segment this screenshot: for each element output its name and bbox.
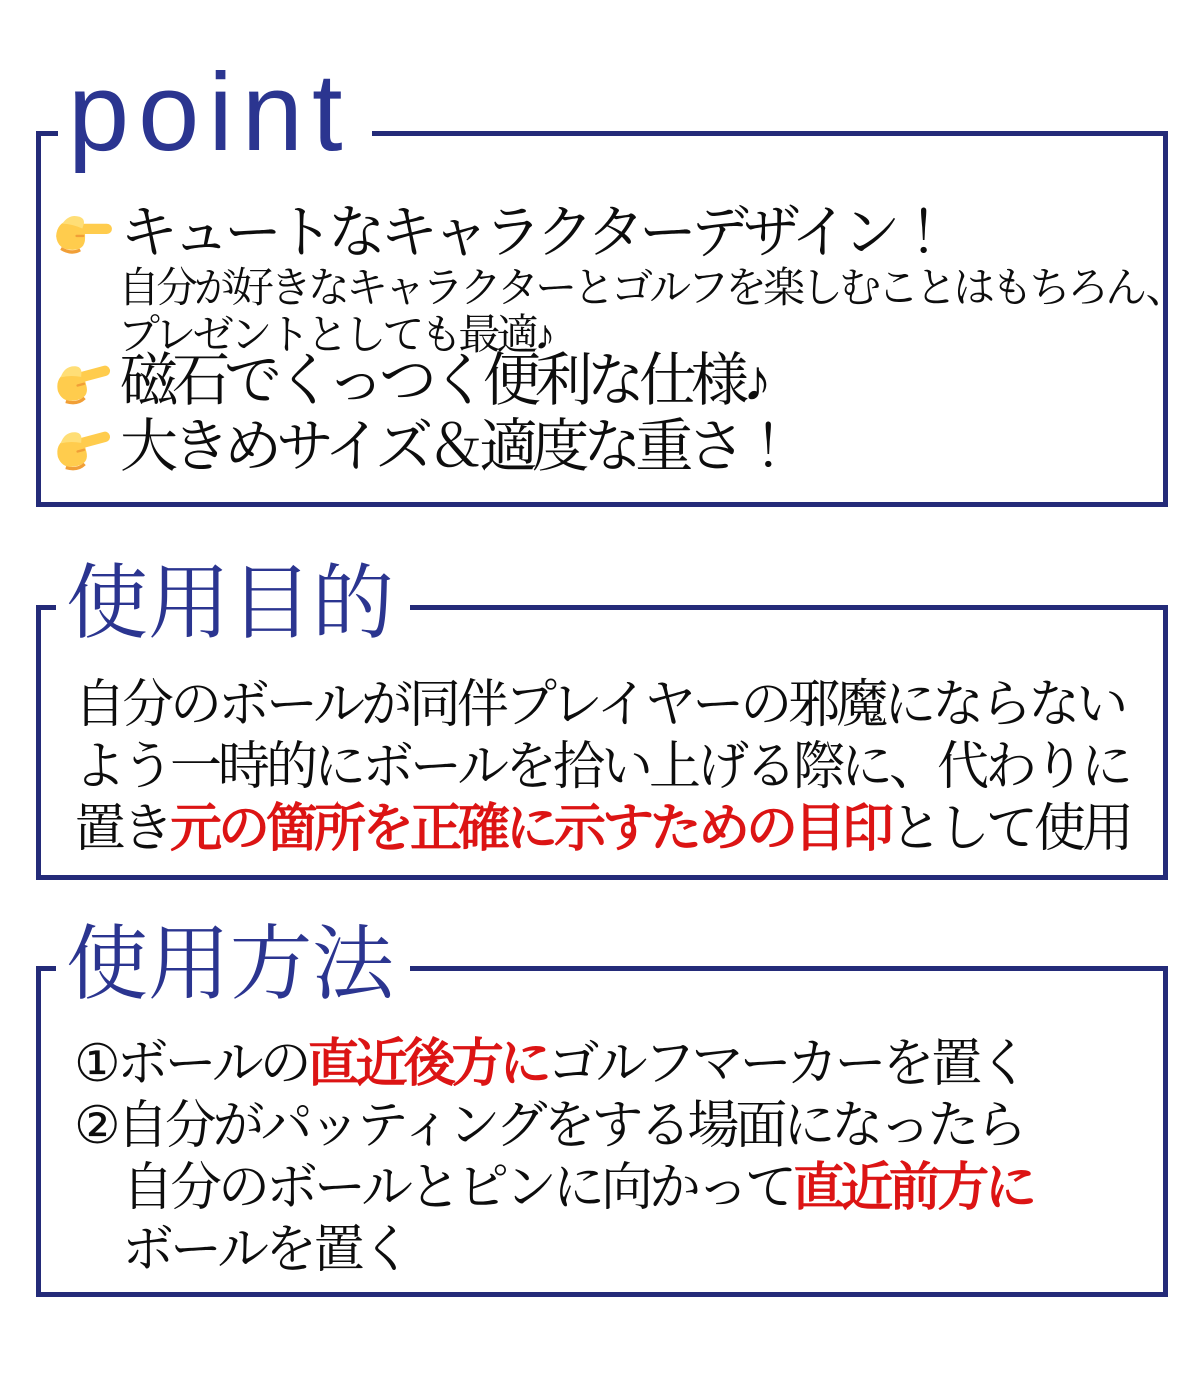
sub-line: 自分が好きなキャラクターとゴルフを楽しむことはもちろん、 <box>118 264 1184 311</box>
text-segment: よう一時的にボールを拾い上げる際に、代わりに <box>74 738 1129 796</box>
text-segment: ボールを置く <box>122 1221 409 1279</box>
highlight-red-text: 元の箇所を正確に示すための目印 <box>170 800 891 858</box>
usage-section <box>36 966 1168 1297</box>
pointing-finger-icon <box>46 414 119 480</box>
point-bullet-1 <box>52 200 947 267</box>
highlight-red-text: 直近前方に <box>792 1159 1033 1217</box>
text-segment: 自分のボールが同伴プレイヤーの邪魔にならない <box>74 676 1125 734</box>
usage-title: 使用方法 <box>56 919 410 1011</box>
text-segment: 自分のボールとピンに向かって <box>122 1159 793 1217</box>
highlight-red-text: 直近後方に <box>307 1035 548 1093</box>
text-line <box>74 798 1130 860</box>
point-bullet-3-label: 大きめサイズ＆適度な重さ！ <box>120 414 792 479</box>
point-section <box>36 131 1184 507</box>
point-bullet-2 <box>52 348 766 415</box>
text-line <box>74 1219 1033 1281</box>
text-line <box>74 1033 1033 1095</box>
text-segment: 置き <box>74 800 171 858</box>
text-line <box>74 1157 1033 1219</box>
pointing-finger-icon <box>52 207 114 259</box>
purpose-title: 使用目的 <box>56 558 410 650</box>
text-segment: として使用 <box>890 800 1131 858</box>
point-title: point <box>58 58 372 168</box>
text-line <box>74 674 1130 736</box>
purpose-body-text <box>74 674 1130 860</box>
point-bullet-2-label: 磁石でくっつく便利な仕様♪ <box>120 348 766 413</box>
usage-body-text <box>74 1033 1033 1281</box>
point-bullet-1-label: キュートなキャラクターデザイン！ <box>120 200 947 265</box>
text-segment: ゴルフマーカーを置く <box>547 1035 1027 1093</box>
sub-line: プレゼントとしても最適♪ <box>118 311 552 358</box>
point-bullet-3 <box>52 414 791 481</box>
point-bullet-1-sublines <box>118 264 1184 358</box>
text-segment: ①ボールの <box>74 1035 308 1093</box>
text-line <box>74 736 1130 798</box>
text-line <box>74 1095 1033 1157</box>
text-segment: ②自分がパッティングをする場面になったら <box>74 1097 1024 1155</box>
pointing-finger-icon <box>46 348 119 414</box>
